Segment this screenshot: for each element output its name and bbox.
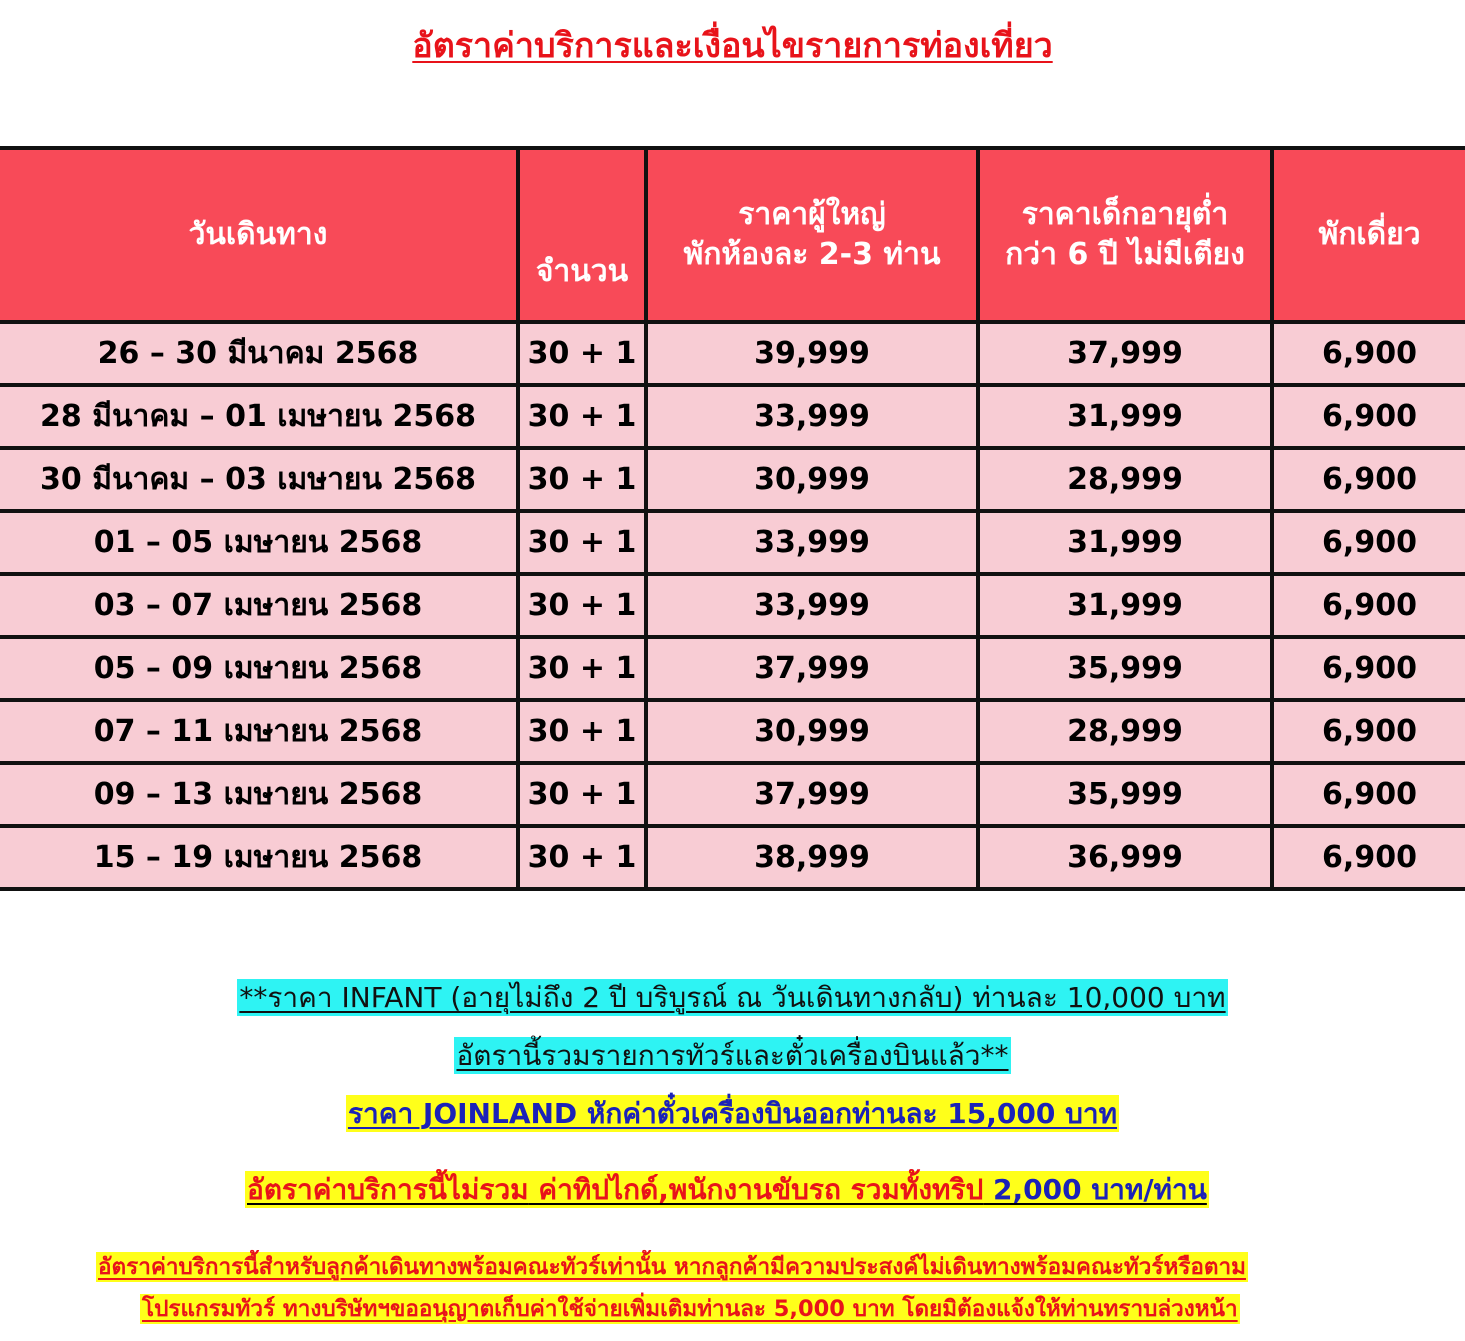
cell-child: 31,999 (978, 574, 1272, 637)
cell-single: 6,900 (1272, 385, 1465, 448)
cell-qty: 30 + 1 (518, 574, 646, 637)
group-note-line2 (140, 1290, 1240, 1326)
joinland-note-text: ราคา JOINLAND หักค่าตั๋วเครื่องบินออกท่านละ 15,000 บาท (347, 1097, 1118, 1130)
cell-child: 28,999 (978, 448, 1272, 511)
infant-note-text: **ราคา INFANT (อายุไม่ถึง 2 ปี บริบูรณ์ ณ วันเดินทางกลับ) ท่านละ 10,000 บาท (239, 981, 1226, 1014)
table-row (0, 511, 1465, 574)
cell-date: 09 – 13 เมษายน 2568 (0, 763, 518, 826)
cell-adult: 33,999 (646, 511, 978, 574)
cell-adult: 39,999 (646, 322, 978, 385)
cell-single: 6,900 (1272, 763, 1465, 826)
cell-single: 6,900 (1272, 448, 1465, 511)
cell-adult: 30,999 (646, 700, 978, 763)
cell-date: 01 – 05 เมษายน 2568 (0, 511, 518, 574)
cell-child: 31,999 (978, 511, 1272, 574)
cell-date: 30 มีนาคม – 03 เมษายน 2568 (0, 448, 518, 511)
header-adult (646, 148, 978, 322)
group-note-line1 (96, 1248, 1248, 1284)
cell-adult: 30,999 (646, 448, 978, 511)
cell-child: 31,999 (978, 385, 1272, 448)
table-header-row (0, 148, 1465, 322)
table-row (0, 700, 1465, 763)
cell-child: 28,999 (978, 700, 1272, 763)
table-row (0, 637, 1465, 700)
cell-date: 28 มีนาคม – 01 เมษายน 2568 (0, 385, 518, 448)
infant-note (0, 976, 1465, 1020)
cell-date: 15 – 19 เมษายน 2568 (0, 826, 518, 889)
cell-adult: 37,999 (646, 637, 978, 700)
cell-single: 6,900 (1272, 637, 1465, 700)
header-single: พักเดี่ยว (1272, 148, 1465, 322)
included-note (0, 1034, 1465, 1078)
excluded-note-highlight (245, 1171, 1209, 1208)
cell-adult: 33,999 (646, 385, 978, 448)
header-adult-line2: พักห้องละ 2-3 ท่าน (683, 237, 941, 272)
cell-date: 05 – 09 เมษายน 2568 (0, 637, 518, 700)
cell-single: 6,900 (1272, 700, 1465, 763)
included-note-text: อัตรานี้รวมรายการทัวร์และตั๋วเครื่องบินแล้ว** (456, 1039, 1009, 1072)
header-adult-line1: ราคาผู้ใหญ่ (738, 197, 886, 232)
cell-adult: 38,999 (646, 826, 978, 889)
group-note-line1-text: อัตราค่าบริการนี้สำหรับลูกค้าเดินทางพร้อมคณะทัวร์เท่านั้น หากลูกค้ามีความประสงค์ไม่เดินทางพร้อมคณะทัวร์หรือตาม (98, 1254, 1246, 1280)
table-row (0, 574, 1465, 637)
cell-child: 35,999 (978, 637, 1272, 700)
cell-qty: 30 + 1 (518, 826, 646, 889)
cell-adult: 33,999 (646, 574, 978, 637)
cell-child: 37,999 (978, 322, 1272, 385)
joinland-note (0, 1092, 1465, 1136)
group-note-line2-text: โปรแกรมทัวร์ ทางบริษัทฯขออนุญาตเก็บค่าใช้จ่ายเพิ่มเติมท่านละ 5,000 บาท โดยมิต้องแจ้งให้ท่านทราบล่วงหน้า (142, 1296, 1238, 1322)
header-child-line1: ราคาเด็กอายุต่ำ (1021, 197, 1229, 232)
table-row (0, 826, 1465, 889)
cell-date: 26 – 30 มีนาคม 2568 (0, 322, 518, 385)
header-child-line2: กว่า 6 ปี ไม่มีเตียง (1005, 237, 1245, 272)
cell-qty: 30 + 1 (518, 511, 646, 574)
table-row (0, 448, 1465, 511)
header-child (978, 148, 1272, 322)
table-row (0, 763, 1465, 826)
cell-date: 03 – 07 เมษายน 2568 (0, 574, 518, 637)
excluded-items: ค่าทิปไกด์,พนักงานขับรถ รวมทั้งทริป (528, 1173, 984, 1206)
cell-qty: 30 + 1 (518, 763, 646, 826)
table-row (0, 385, 1465, 448)
cell-qty: 30 + 1 (518, 700, 646, 763)
header-qty: จำนวน (518, 148, 646, 322)
cell-date: 07 – 11 เมษายน 2568 (0, 700, 518, 763)
table-row (0, 322, 1465, 385)
cell-single: 6,900 (1272, 322, 1465, 385)
price-table (0, 146, 1465, 891)
cell-qty: 30 + 1 (518, 385, 646, 448)
cell-qty: 30 + 1 (518, 322, 646, 385)
excluded-note (245, 1168, 1209, 1212)
header-date: วันเดินทาง (0, 148, 518, 322)
excluded-prefix: อัตราค่าบริการนี้ไม่รวม (247, 1173, 529, 1206)
cell-single: 6,900 (1272, 826, 1465, 889)
cell-child: 35,999 (978, 763, 1272, 826)
page-title: อัตราค่าบริการและเงื่อนไขรายการท่องเที่ยว (412, 26, 1053, 66)
cell-child: 36,999 (978, 826, 1272, 889)
cell-single: 6,900 (1272, 511, 1465, 574)
cell-qty: 30 + 1 (518, 448, 646, 511)
cell-adult: 37,999 (646, 763, 978, 826)
cell-single: 6,900 (1272, 574, 1465, 637)
excluded-amount: 2,000 บาท/ท่าน (983, 1173, 1207, 1206)
cell-qty: 30 + 1 (518, 637, 646, 700)
